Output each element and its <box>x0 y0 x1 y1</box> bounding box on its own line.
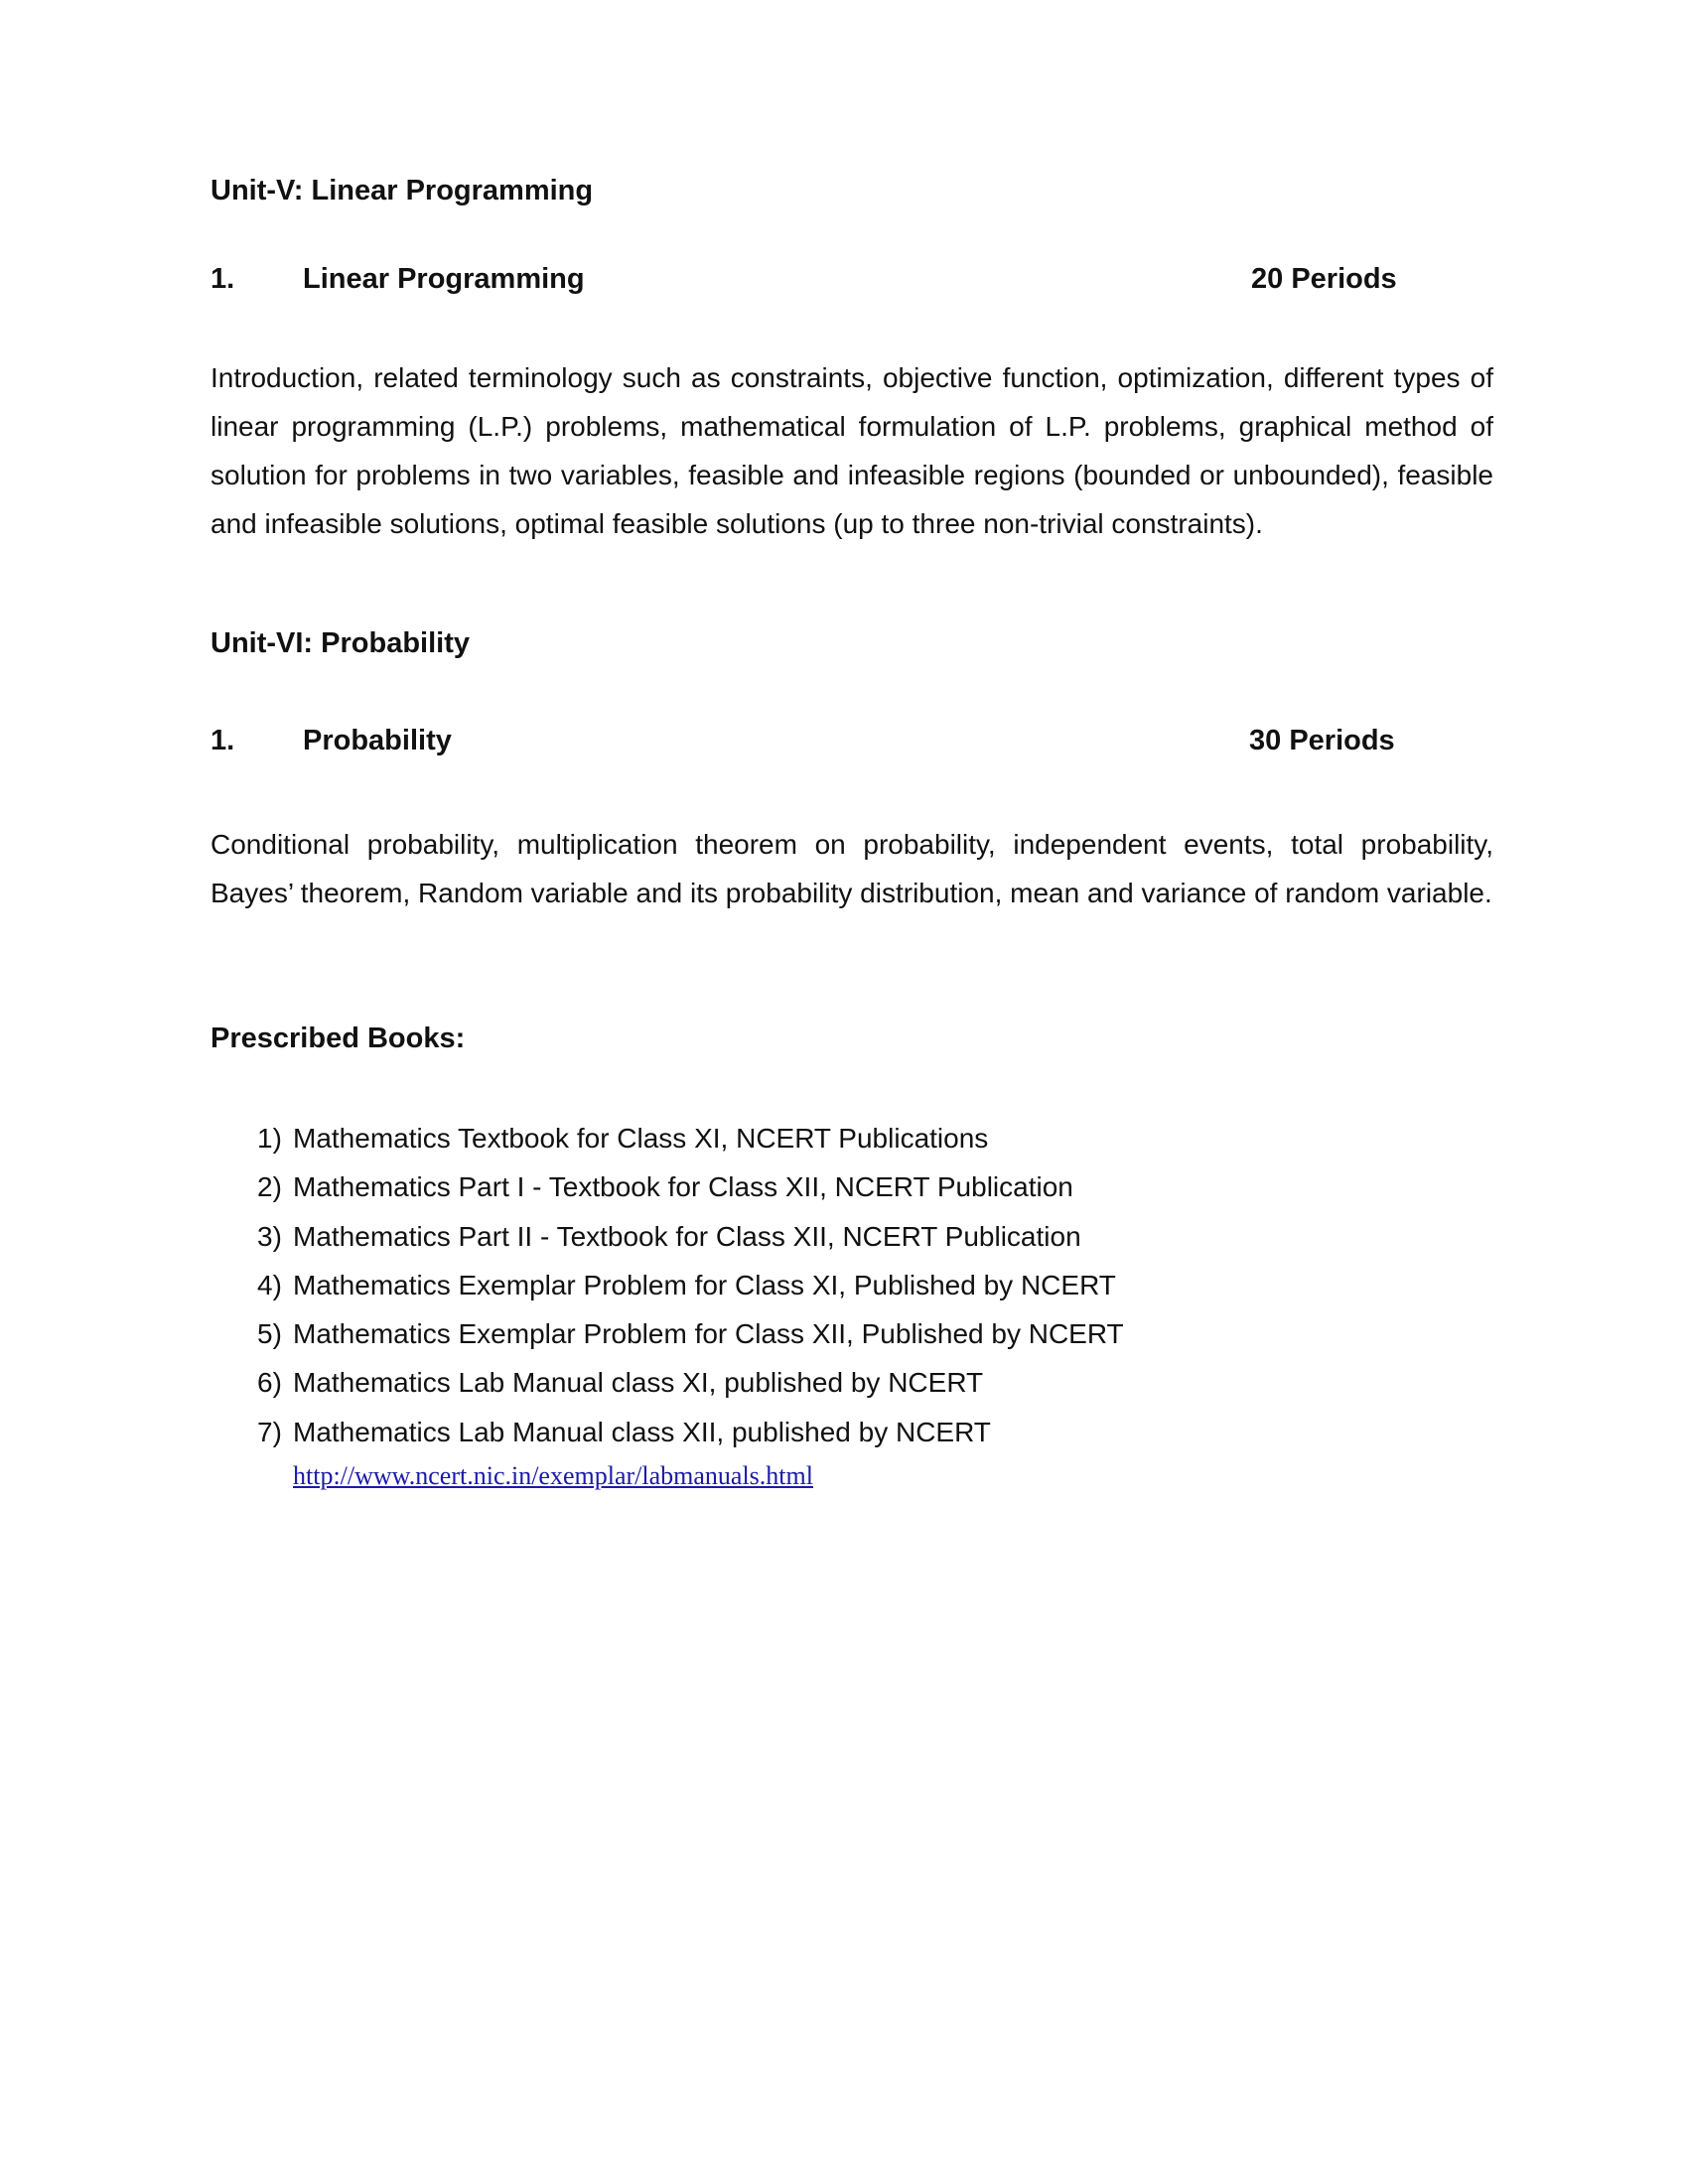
unit-6-topic-title: Probability <box>303 725 452 756</box>
unit-5-topic-title: Linear Programming <box>303 263 585 295</box>
unit-5-heading: Unit-V: Linear Programming <box>211 175 594 206</box>
book-item: 4) Mathematics Exemplar Problem for Class XI, Published by NCERT <box>257 1269 1116 1300</box>
book-item: 2) Mathematics Part I - Textbook for Class XII, NCERT Publication <box>257 1171 1073 1203</box>
unit-5-description: Introduction, related terminology such as constraints, objective function, optimization, different types of linear programming (L.P.) problems, mathematical formulation of L.P. problems, graphical method of solution for problems in two variables, feasible and infeasible regions (bounded or unbounded), feasible and infeasible solutions, optimal feasible solutions (up to three non-trivial constraints). <box>211 362 1493 539</box>
book-item: 1) Mathematics Textbook for Class XI, NCERT Publications <box>257 1123 989 1154</box>
book-item: 3) Mathematics Part II - Textbook for Class XII, NCERT Publication <box>257 1220 1081 1252</box>
unit-6-periods: 30 Periods <box>1249 725 1395 756</box>
lab-manuals-link[interactable]: http://www.ncert.nic.in/exemplar/labmanuals.html <box>293 1461 813 1490</box>
book-item: 7) Mathematics Lab Manual class XII, published by NCERT <box>257 1416 991 1447</box>
unit-6-topic-number: 1. <box>211 725 235 756</box>
book-item: 6) Mathematics Lab Manual class XI, published by NCERT <box>257 1367 984 1399</box>
unit-5-periods: 20 Periods <box>1251 263 1397 295</box>
unit-6-description: Conditional probability, multiplication theorem on probability, independent events, total probability, Bayes’ theorem, Random variable and its probability distribution, mean and variance of random variable. <box>211 829 1493 908</box>
unit-6-heading: Unit-VI: Probability <box>211 627 470 659</box>
prescribed-books-heading: Prescribed Books: <box>211 1023 466 1054</box>
document-page <box>211 0 1493 2184</box>
book-item: 5) Mathematics Exemplar Problem for Class XII, Published by NCERT <box>257 1318 1124 1350</box>
prescribed-books-list <box>257 1114 1124 1456</box>
unit-5-topic-number: 1. <box>211 263 235 295</box>
